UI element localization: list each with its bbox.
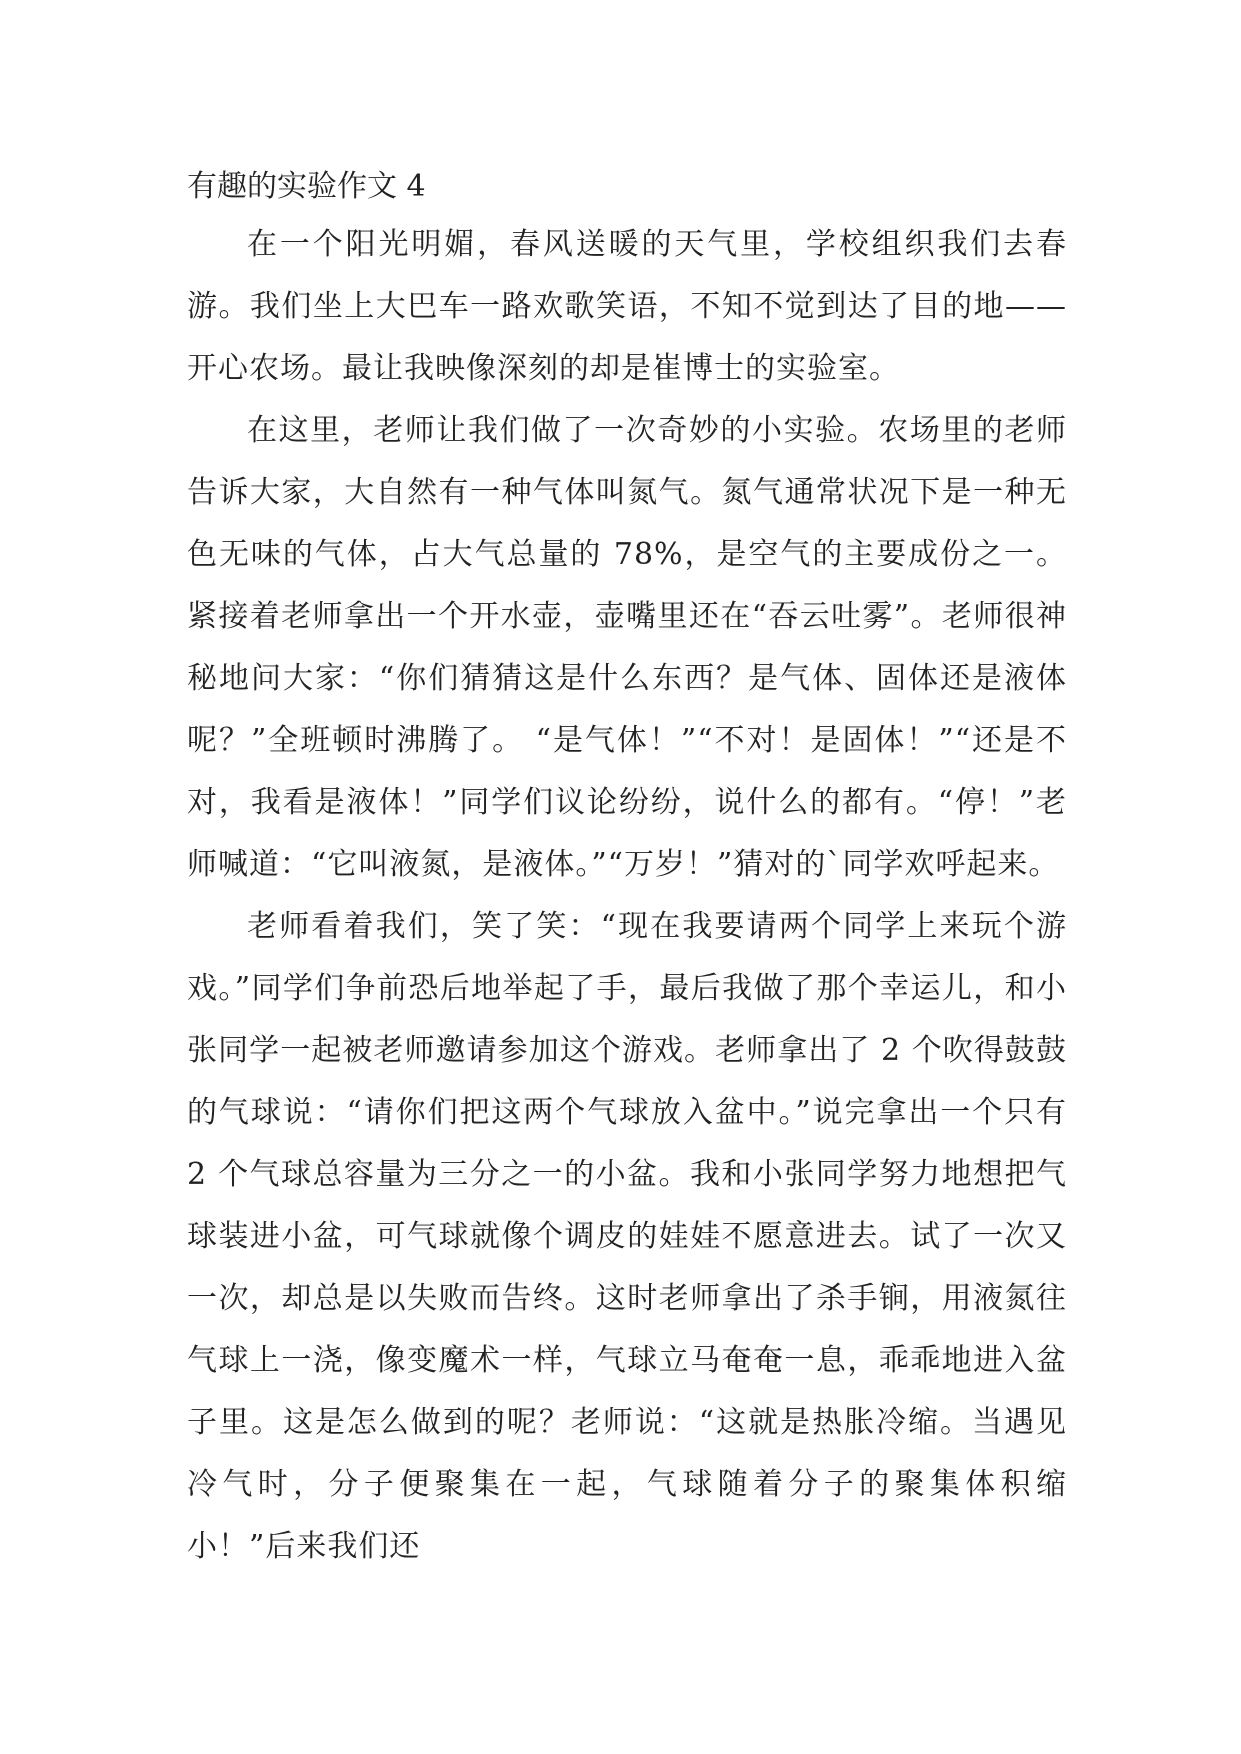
paragraph-1: 在一个阳光明媚，春风送暖的天气里，学校组织我们去春游。我们坐上大巴车一路欢歌笑语，不知不觉到达了目的地——开心农场。最让我映像深刻的却是崔博士的实验室。 [187,227,1067,386]
document-body [187,160,1067,1578]
paragraph-2: 在这里，老师让我们做了一次奇妙的小实验。农场里的老师告诉大家，大自然有一种气体叫氮气。氮气通常状况下是一种无色无味的气体，占大气总量的 78%，是空气的主要成份之一。紧接着老师拿出一个开水壶，壶嘴里还在“吞云吐雾”。老师很神秘地问大家：“你们猜猜这是什么东西？是气体、固体还是液体呢？”全班顿时沸腾了。 “是气体！”“不对！是固体！”“还是不对，我看是液体！”同学们议论纷纷，说什么的都有。“停！”老师喊道：“它叫液氮，是液体。”“万岁！”猜对的`同学欢呼起来。 [187,413,1067,882]
paragraph-3: 老师看着我们，笑了笑：“现在我要请两个同学上来玩个游戏。”同学们争前恐后地举起了手，最后我做了那个幸运儿，和小张同学一起被老师邀请参加这个游戏。老师拿出了 2 个吹得鼓鼓的气球说：“请你们把这两个气球放入盆中。”说完拿出一个只有 2 个气球总容量为三分之一的小盆。我和小张同学努力地想把气球装进小盆，可气球就像个调皮的娃娃不愿意进去。试了一次又一次，却总是以失败而告终。这时老师拿出了杀手锏，用液氮往气球上一浇，像变魔术一样，气球立马奄奄一息，乖乖地进入盆子里。这是怎么做到的呢？老师说：“这就是热胀冷缩。当遇见冷气时，分子便聚集在一起，气球随着分子的聚集体积缩小！”后来我们还 [187,909,1067,1564]
document-title: 有趣的实验作文 4 [187,169,426,204]
